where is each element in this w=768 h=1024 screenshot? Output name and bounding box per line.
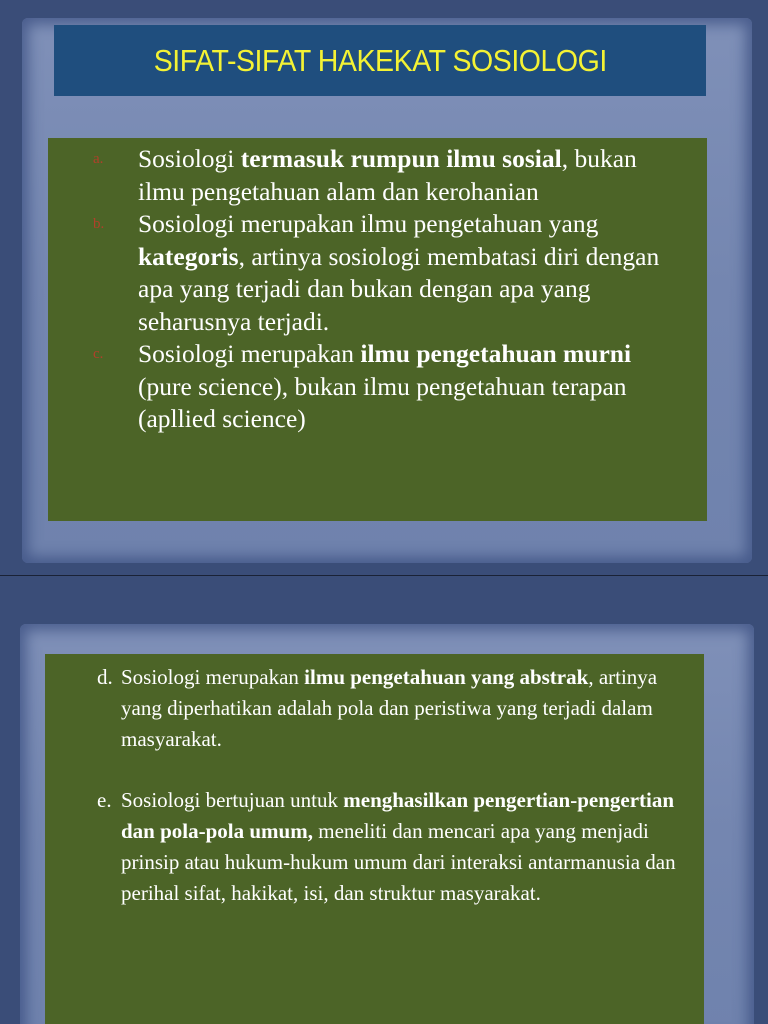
- item-text: , artinya sosiologi membatasi diri dengan apa yang terjadi dan bukan dengan apa yang seharusnya terjadi.: [138, 241, 660, 336]
- item-text: Sosiologi merupakan: [138, 339, 361, 368]
- item-list: [97, 662, 697, 909]
- list-marker: c.: [93, 346, 104, 362]
- bold-text: menghasilkan pengertian-pengertian dan pola-pola umum,: [121, 788, 675, 843]
- item-text: Sosiologi merupakan ilmu pengetahuan yang: [138, 209, 599, 238]
- item-text: , bukan ilmu pengetahuan alam dan kerohanian: [138, 144, 637, 206]
- list-item: [48, 338, 688, 436]
- list-marker: e.: [97, 788, 112, 812]
- item-text: Sosiologi bertujuan untuk: [121, 788, 344, 812]
- bold-text: ilmu pengetahuan yang abstrak: [304, 665, 589, 689]
- list-marker: a.: [93, 151, 104, 167]
- item-text: Sosiologi: [138, 144, 241, 173]
- item-text: meneliti dan mencari apa yang menjadi prinsip atau hukum-hukum umum dari interaksi antarmanusia dan perihal sifat, hakikat, isi, dan struktur masyarakat.: [121, 819, 676, 905]
- item-list: [48, 143, 688, 436]
- slide-2: [0, 576, 768, 1024]
- item-text: Sosiologi merupakan: [121, 665, 305, 689]
- list-marker: b.: [93, 216, 105, 232]
- bold-text: termasuk rumpun ilmu sosial: [240, 144, 562, 173]
- content-box: [45, 654, 704, 1024]
- list-item: [97, 785, 697, 909]
- content-box: [48, 138, 707, 521]
- list-item: [97, 662, 697, 755]
- title-banner: [54, 25, 706, 96]
- item-text: (pure science), bukan ilmu pengetahuan terapan (apllied science): [138, 371, 627, 433]
- bold-text: ilmu pengetahuan murni: [360, 339, 632, 368]
- list-marker: d.: [97, 665, 113, 689]
- list-item: [48, 143, 688, 208]
- list-item: [48, 208, 688, 338]
- bold-text: kategoris: [138, 241, 239, 271]
- item-text: , artinya yang diperhatikan adalah pola dan peristiwa yang terjadi dalam masyarakat.: [121, 665, 658, 751]
- slide-title: SIFAT-SIFAT HAKEKAT SOSIOLOGI: [153, 42, 607, 78]
